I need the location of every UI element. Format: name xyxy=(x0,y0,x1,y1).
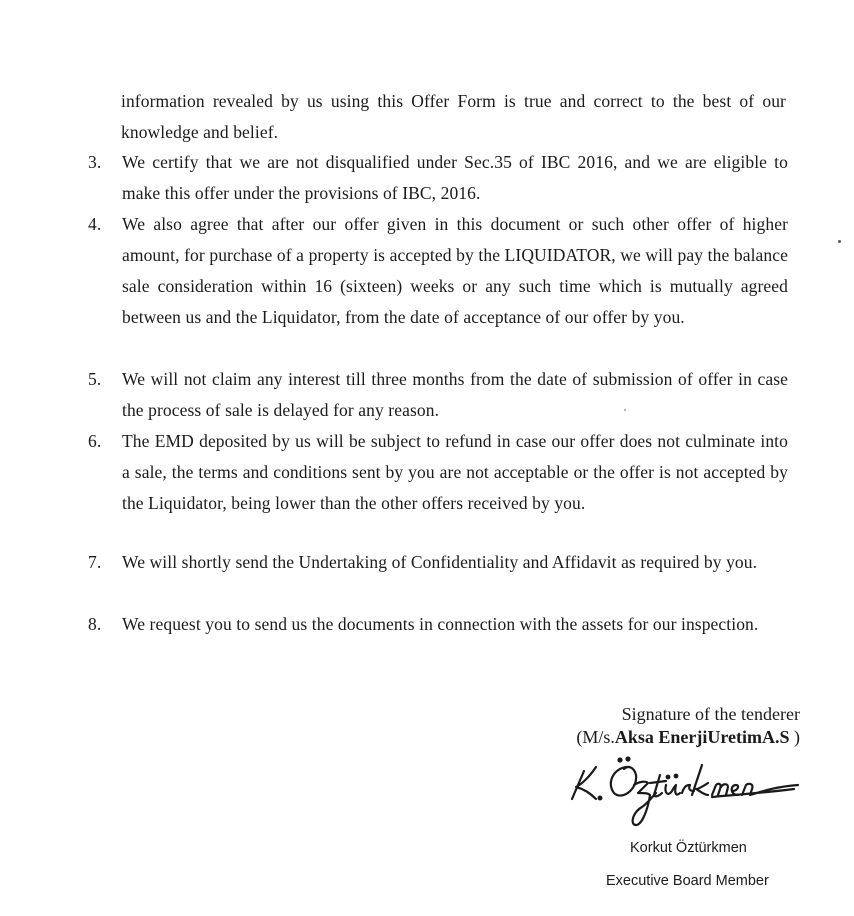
list-item-7 xyxy=(88,547,788,578)
item-text: We will not claim any interest till three months from the date of submission of offer in case the process of sale is delayed for any reason. xyxy=(122,369,788,420)
item-text: We certify that we are not disqualified under Sec.35 of IBC 2016, and we are eligible to make this offer under the provisions of IBC, 2016. xyxy=(122,152,788,203)
signer-name: Korkut Öztürkmen xyxy=(630,840,747,856)
list-item-6 xyxy=(88,426,788,519)
company-name: Aksa EnerjiUretimA.S xyxy=(614,727,790,747)
list-item-8 xyxy=(88,609,788,640)
signature-label: Signature of the tenderer xyxy=(621,704,800,724)
handwritten-signature xyxy=(562,753,812,838)
company-suffix: ) xyxy=(789,727,800,747)
list-item-4 xyxy=(88,209,788,333)
continuation-text: information revealed by us using this Offer Form is true and correct to the best of our knowledge and belief. xyxy=(121,91,786,142)
list-item-5 xyxy=(88,364,788,426)
item-number: 6. xyxy=(88,431,102,451)
list-item-3 xyxy=(88,147,788,209)
tenderer-company xyxy=(576,727,800,748)
item-text: We will shortly send the Undertaking of Confidentiality and Affidavit as required by you. xyxy=(122,552,758,572)
item-number: 8. xyxy=(88,614,102,634)
item-text: We also agree that after our offer given in this document or such other offer of higher amount, for purchase of a property is accepted by the LIQUIDATOR, we will pay the balance sale consideration within 16 (sixteen) weeks or any such time which is mutually agreed between us and the Liquidator, from the date of acceptance of our offer by you. xyxy=(122,214,788,327)
item-number: 7. xyxy=(88,552,102,572)
company-prefix: (M/s. xyxy=(576,727,615,747)
item-text: We request you to send us the documents in connection with the assets for our inspection. xyxy=(122,614,759,634)
item-text: The EMD deposited by us will be subject to refund in case our offer does not culminate into a sale, the terms and conditions sent by you are not acceptable or the offer is not accepted by the Liquidator, being lower than the other offers received by you. xyxy=(122,431,788,513)
signer-title: Executive Board Member xyxy=(606,873,769,889)
continuation-paragraph xyxy=(121,86,786,148)
item-number: 3. xyxy=(88,152,102,172)
scan-speck xyxy=(624,409,626,411)
item-number: 4. xyxy=(88,214,102,234)
scan-speck xyxy=(838,240,841,243)
item-number: 5. xyxy=(88,369,102,389)
